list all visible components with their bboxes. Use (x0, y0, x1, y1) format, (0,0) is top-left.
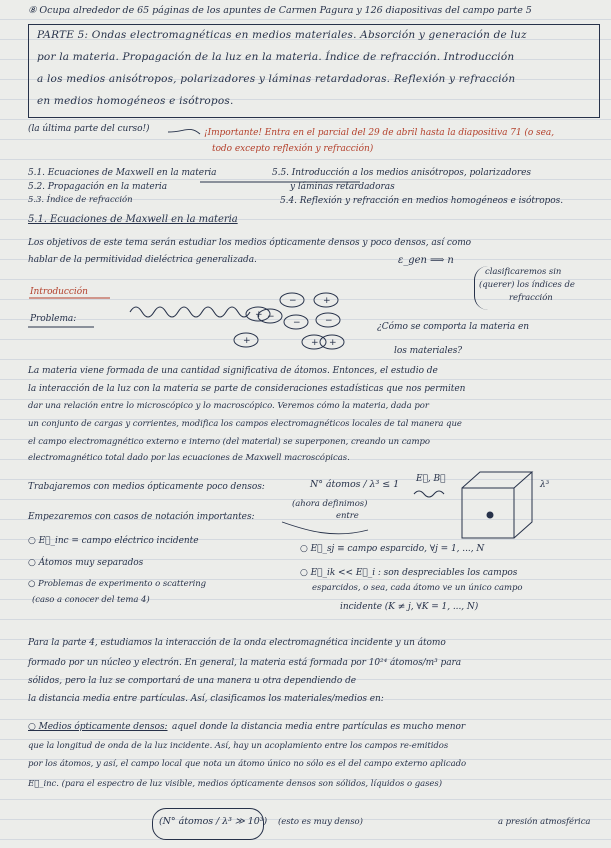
wave-sketch (130, 307, 250, 317)
part-line-2: por la materia. Propagación de la luz en la materia. Índice de refracción. Introducción (37, 51, 515, 63)
para1-line-6: electromagnético total dado por las ecuaciones de Maxwell macroscópicas. (28, 453, 350, 463)
charge-sign: − (289, 296, 297, 306)
dilute-line: Trabajaremos con medios ópticamente poco densos: (28, 482, 265, 492)
approx-bullet-1: ○ E⃗_inc = campo eléctrico incidente (28, 536, 199, 546)
charge-sign: + (255, 310, 263, 320)
small-wave (414, 491, 444, 497)
last-part-arrow (168, 129, 200, 134)
objective-line-1: Los objetivos de este tema serán estudiar los medios ópticamente densos y poco densos, así como (28, 238, 472, 248)
dense-formula-box (152, 808, 268, 840)
section-title: 5.1. Ecuaciones de Maxwell en la materia (28, 214, 238, 225)
toc-5-2: 5.2. Propagación en la materia (28, 182, 168, 192)
para2-line-2: formado por un núcleo y electrón. En general, la materia está formada por 10²⁴ átomos/m³ para (28, 658, 462, 668)
approx-right-4: incidente (K ≠ j, ∀K = 1, ..., N) (340, 602, 479, 612)
part-box (28, 24, 600, 118)
fields-label: E⃗, B⃗ (416, 474, 446, 484)
lambda-cubed: λ³ (540, 480, 550, 490)
charge-sign: − (267, 312, 275, 322)
permittivity-equation: ε_gen ⟹ n (398, 255, 454, 266)
charge-sign: + (323, 296, 331, 306)
para2-line-1: Para la parte 4, estudiamos la interacción de la onda electromagnética incidente y un átomo (28, 638, 446, 648)
approx-right-2: ○ E⃗_ik << E⃗_i : son despreciables los campos (300, 568, 518, 578)
dense-formula: (N° átomos / λ³ ≫ 10³) (159, 816, 268, 827)
toc-5-5b: y láminas retardadoras (290, 182, 395, 192)
dense-line-4: E⃗_inc. (para el espectro de luz visible, medios ópticamente densos son sólidos, líquidos o gases) (28, 779, 442, 789)
toc-5-1: 5.1. Ecuaciones de Maxwell en la materia (28, 168, 217, 178)
part-line-3: a los medios anisótropos, polarizadores y láminas retardadoras. Reflexión y refracción (37, 73, 516, 85)
para1-line-5: el campo electromagnético externo e interno (del material) se superponen, creando un campo (28, 437, 430, 447)
para2-line-4: la distancia media entre partículas. Así, clasificamos los materiales/medios en: (28, 694, 384, 704)
wave-line (130, 307, 250, 317)
charge-sign: + (329, 338, 337, 348)
charge-sign: − (293, 318, 301, 328)
problem-label: Problema: (30, 314, 77, 324)
toc-5-5: 5.5. Introducción a los medios anisótropos, polarizadores (272, 168, 531, 178)
approx-bullet-3: ○ Problemas de experimento o scattering (28, 579, 207, 589)
charge-sign: + (243, 336, 251, 346)
headline-note: ⑧ Ocupa alrededor de 65 páginas de los apuntes de Carmen Pagura y 126 diapositivas del campo parte 5 (28, 5, 532, 16)
dilute-formula: N° átomos / λ³ ≤ 1 (310, 479, 400, 490)
para1-line-2: la interacción de la luz con la materia se parte de consideraciones estadísticas que nos permiten (28, 384, 466, 394)
dense-tail: a presión atmosférica (498, 817, 591, 827)
approx-bullet-2: ○ Átomos muy separados (28, 558, 144, 568)
toc-5-4: 5.4. Reflexión y refracción en medios homogéneos e isótropos. (280, 196, 564, 206)
approx-intro: Empezaremos con casos de notación importantes: (28, 512, 255, 522)
last-part-note: (la última parte del curso!) (28, 124, 150, 134)
charges-sketch (234, 293, 344, 349)
important-line-1: ¡Importante! Entra en el parcial del 29 de abril hasta la diapositiva 71 (o sea, (204, 128, 555, 138)
important-line-2: todo excepto reflexión y refracción) (212, 144, 374, 154)
charge-sign: − (325, 316, 333, 326)
eq-note-2: (querer) los índices de (479, 280, 575, 290)
dense-line-3: por los átomos, y así, el campo local que nota un átomo único no sólo es el del campo externo aplicado (28, 759, 467, 769)
para1-line-1: La materia viene formada de una cantidad significativa de átomos. Entonces, el estudio de (28, 366, 438, 376)
dense-line-1: aquel donde la distancia media entre partículas es mucho menor (172, 722, 466, 732)
objective-line-2: hablar de la permitividad dieléctrica generalizada. (28, 255, 257, 265)
eq-note-1: clasificaremos sin (485, 267, 562, 277)
approx-bullet-4: (caso a conocer del tema 4) (32, 595, 150, 605)
eq-note-3: refracción (509, 293, 553, 303)
charge-sign: + (311, 338, 319, 348)
para1-line-3: dar una relación entre lo microscópico y lo macroscópico. Veremos cómo la materia, dada por (28, 401, 429, 411)
cube-sketch (462, 472, 532, 538)
problem-question-1: ¿Cómo se comporta la materia en (377, 322, 529, 332)
entre-note: entre (336, 511, 359, 521)
dense-note: (esto es muy denso) (278, 817, 363, 827)
para2-line-3: sólidos, pero la luz se comportará de una manera u otra dependiendo de (28, 676, 357, 686)
define-note: (ahora definimos) (292, 499, 368, 509)
classification-note (474, 266, 587, 310)
toc-5-3: 5.3. Índice de refracción (28, 195, 133, 205)
problem-question-2: los materiales? (394, 346, 463, 356)
intro-label: Introducción (30, 287, 88, 297)
approx-right-3: esparcidos, o sea, cada átomo ve un único campo (312, 583, 523, 593)
arrow-to-formula (282, 522, 368, 534)
dense-label: ○ Medios ópticamente densos: (28, 722, 168, 732)
part-line-4: en medios homogéneos e isótropos. (37, 95, 234, 107)
important-note (204, 128, 594, 160)
approx-right-1: ○ E⃗_sj ≡ campo esparcido, ∀j = 1, ..., N (300, 544, 485, 554)
dense-line-2: que la longitud de onda de la luz incidente. Así, hay un acoplamiento entre los campos re-emitidos (28, 741, 449, 751)
part-line-1: PARTE 5: Ondas electromagnéticas en medios materiales. Absorción y generación de luz (37, 29, 527, 41)
para1-line-4: un conjunto de cargas y corrientes, modifica los campos electromagnéticos locales de tal manera que (28, 419, 462, 429)
